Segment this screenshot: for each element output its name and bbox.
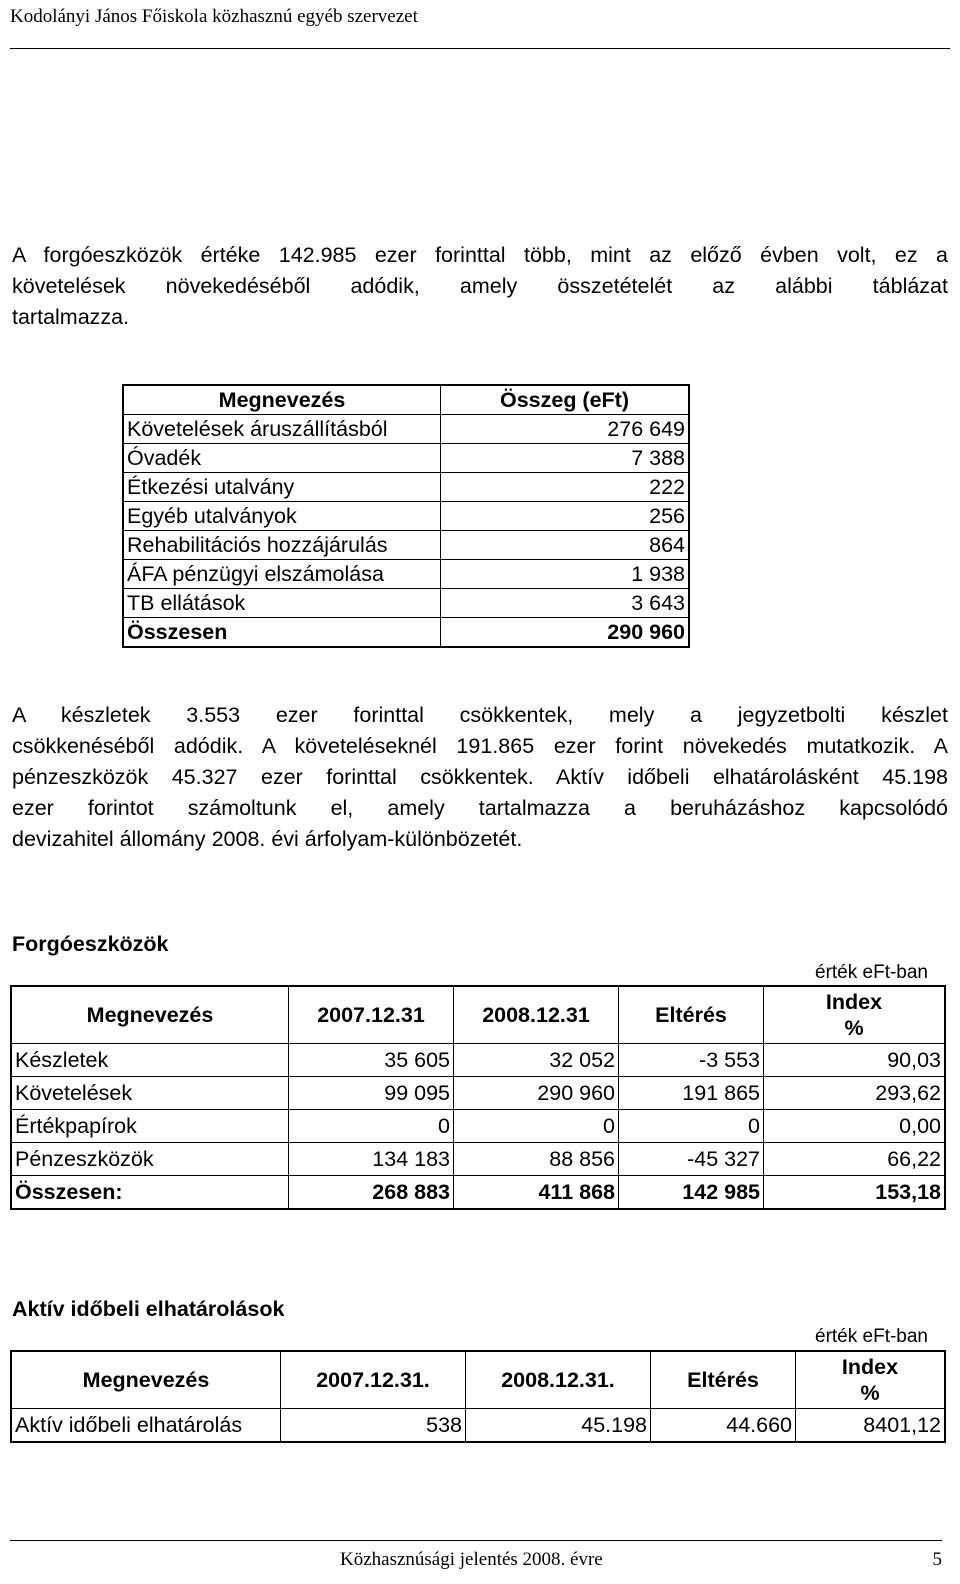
- header-title: Kodolányi János Főiskola közhasznú egyéb szervezet: [10, 6, 418, 27]
- row-label: Aktív időbeli elhatárolás: [11, 1409, 281, 1443]
- cell-index: 90,03: [764, 1044, 946, 1077]
- page-number: 5: [932, 1549, 942, 1570]
- total-2007: 268 883: [289, 1176, 454, 1210]
- column-header: 2008.12.31.: [466, 1351, 651, 1409]
- cell-2007: 99 095: [289, 1077, 454, 1110]
- row-label: ÁFA pénzügyi elszámolása: [123, 560, 441, 589]
- column-header: 2007.12.31: [289, 986, 454, 1044]
- explanation-line: devizahitel állomány 2008. évi árfolyam-különbözetét.: [12, 827, 523, 851]
- index-header-label: Index: [841, 1355, 899, 1379]
- total-label: Összesen: [123, 618, 441, 648]
- column-header: Megnevezés: [11, 1351, 281, 1409]
- row-value: 256: [441, 502, 690, 531]
- table-row: [11, 1077, 945, 1110]
- cell-2007: 35 605: [289, 1044, 454, 1077]
- cell-2007: 0: [289, 1110, 454, 1143]
- table-row: [11, 1110, 945, 1143]
- percent-header-label: %: [844, 1016, 864, 1040]
- section-title-accruals: Aktív időbeli elhatárolások: [12, 1297, 285, 1321]
- table-row: [123, 473, 689, 502]
- table-row: [123, 502, 689, 531]
- cell-2008: 45.198: [466, 1409, 651, 1443]
- column-header: Megnevezés: [11, 986, 289, 1044]
- index-header-label: Index: [825, 990, 883, 1014]
- intro-paragraph: [12, 240, 948, 333]
- row-label: Értékpapírok: [11, 1110, 289, 1143]
- cell-2007: 538: [281, 1409, 466, 1443]
- row-label: TB ellátások: [123, 589, 441, 618]
- table-row: [11, 1143, 945, 1176]
- cell-index: 293,62: [764, 1077, 946, 1110]
- page-header: [10, 0, 950, 49]
- accruals-table: [10, 1350, 946, 1443]
- row-value: 222: [441, 473, 690, 502]
- row-value: 7 388: [441, 444, 690, 473]
- column-header: 2008.12.31: [454, 986, 619, 1044]
- row-value: 864: [441, 531, 690, 560]
- intro-line: A forgóeszközök értéke 142.985 ezer forinttal több, mint az előző évben volt, ez a: [12, 243, 948, 267]
- column-header: Összeg (eFt): [441, 385, 690, 415]
- column-header: 2007.12.31.: [281, 1351, 466, 1409]
- total-label: Összesen:: [11, 1176, 289, 1210]
- table-header-row: [11, 986, 945, 1044]
- row-label: Követelések áruszállításból: [123, 415, 441, 444]
- total-index: 153,18: [764, 1176, 946, 1210]
- footer-text: Közhasznúsági jelentés 2008. évre: [340, 1549, 603, 1570]
- table-row: [11, 1409, 945, 1443]
- cell-2008: 32 052: [454, 1044, 619, 1077]
- cell-index: 8401,12: [796, 1409, 946, 1443]
- cell-2008: 0: [454, 1110, 619, 1143]
- explanation-line: pénzeszközök 45.327 ezer forinttal csökkentek. Aktív időbeli elhatárolásként 45.198: [12, 765, 948, 789]
- page-footer: [10, 1540, 942, 1581]
- section-title-current-assets: Forgóeszközök: [12, 932, 169, 956]
- explanation-line: A készletek 3.553 ezer forinttal csökkentek, mely a jegyzetbolti készlet: [12, 703, 948, 727]
- cell-2008: 290 960: [454, 1077, 619, 1110]
- cell-difference: -3 553: [619, 1044, 764, 1077]
- table-header-row: [123, 385, 689, 415]
- column-header: Megnevezés: [123, 385, 441, 415]
- row-label: Pénzeszközök: [11, 1143, 289, 1176]
- table-row: [123, 560, 689, 589]
- table-header-row: [11, 1351, 945, 1409]
- cell-difference: 44.660: [651, 1409, 796, 1443]
- column-header: Eltérés: [619, 986, 764, 1044]
- receivables-table: [122, 384, 690, 648]
- intro-line: tartalmazza.: [12, 305, 130, 329]
- total-row: [11, 1176, 945, 1210]
- row-value: 276 649: [441, 415, 690, 444]
- total-value: 290 960: [441, 618, 690, 648]
- row-value: 1 938: [441, 560, 690, 589]
- explanation-paragraph: [12, 700, 948, 855]
- unit-label: érték eFt-ban: [815, 962, 928, 983]
- row-value: 3 643: [441, 589, 690, 618]
- row-label: Étkezési utalvány: [123, 473, 441, 502]
- column-header: Eltérés: [651, 1351, 796, 1409]
- cell-index: 0,00: [764, 1110, 946, 1143]
- cell-2008: 88 856: [454, 1143, 619, 1176]
- intro-line: követelések növekedéséből adódik, amely összetételét az alábbi táblázat: [12, 274, 948, 298]
- row-label: Egyéb utalványok: [123, 502, 441, 531]
- index-column-header: [764, 986, 946, 1044]
- total-row: [123, 618, 689, 648]
- current-assets-table: [10, 985, 946, 1210]
- table-row: [123, 531, 689, 560]
- explanation-line: ezer forintot számoltunk el, amely tartalmazza a beruházáshoz kapcsolódó: [12, 796, 948, 820]
- total-2008: 411 868: [454, 1176, 619, 1210]
- row-label: Óvadék: [123, 444, 441, 473]
- table-row: [11, 1044, 945, 1077]
- cell-difference: -45 327: [619, 1143, 764, 1176]
- explanation-line: csökkenéséből adódik. A követeléseknél 191.865 ezer forint növekedés mutatkozik. A: [12, 734, 948, 758]
- percent-header-label: %: [860, 1381, 880, 1405]
- index-column-header: [796, 1351, 946, 1409]
- cell-difference: 0: [619, 1110, 764, 1143]
- total-difference: 142 985: [619, 1176, 764, 1210]
- table-row: [123, 589, 689, 618]
- row-label: Követelések: [11, 1077, 289, 1110]
- cell-2007: 134 183: [289, 1143, 454, 1176]
- row-label: Készletek: [11, 1044, 289, 1077]
- unit-label: érték eFt-ban: [815, 1326, 928, 1347]
- table-row: [123, 415, 689, 444]
- table-row: [123, 444, 689, 473]
- cell-difference: 191 865: [619, 1077, 764, 1110]
- cell-index: 66,22: [764, 1143, 946, 1176]
- row-label: Rehabilitációs hozzájárulás: [123, 531, 441, 560]
